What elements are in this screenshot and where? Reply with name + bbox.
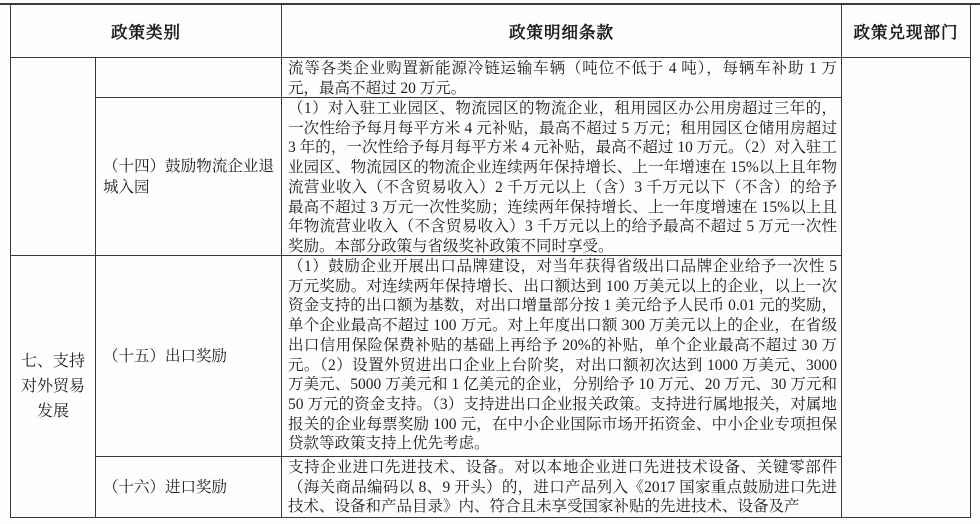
category-cell-16-import-reward: （十六）进口奖励 [96, 457, 282, 517]
policy-table [10, 3, 971, 518]
detail-cell-cold-chain-vehicles: 流等各类企业购置新能源冷链运输车辆（吨位不低于 4 吨），每辆车补助 1 万元，最高不超过 20 万元。 [282, 58, 842, 98]
section-label-empty [11, 58, 96, 256]
department-cell-empty [842, 58, 970, 517]
header-policy-details: 政策明细条款 [282, 5, 842, 58]
category-cell-15-export-reward: （十五）出口奖励 [96, 256, 282, 457]
category-cell-14-logistics-park: （十四）鼓励物流企业退城入园 [96, 98, 282, 256]
category-cell-empty [96, 58, 282, 98]
detail-cell-15-export-reward: （1）鼓励企业开展出口品牌建设，对当年获得省级出口品牌企业给予一次性 5 万元奖励。对连续两年保持增长、出口额达到 100 万美元以上的企业，以上一次资金支持的出口额为基数，对出口增量部分按 1 美元给予人民币 0.01 元的奖励，单个企业最高不超过 100 万元。对上年度出口额 300 万美元以上的企业，在省级出口信用保险保费补贴的基础上再给予 20%的补贴，单个企业最高不超过 30 万元。（2）设置外贸进出口企业上台阶奖，对出口额初次达到 1000 万美元、3000 万美元、5000 万美元和 1 亿美元的企业，分别给予 10 万元、20 万元、30 万元和 50 万元的资金支持。（3）支持进出口企业报关政策。支持进行属地报关，对属地报关的企业每票奖励 100 元，在中小企业国际市场开拓资金、中小企业专项担保贷款等政策支持上优先考虑。 [282, 256, 842, 457]
section-label-foreign-trade: 七、支持对外贸易发展 [11, 256, 96, 517]
header-policy-department: 政策兑现部门 [842, 5, 970, 58]
header-policy-category: 政策类别 [11, 5, 282, 58]
detail-cell-14-logistics-park: （1）对入驻工业园区、物流园区的物流企业，租用园区办公用房超过三年的，一次性给予每月每平方米 4 元补贴，最高不超过 5 万元；租用园区仓储用房超过 3 年的，一次性给予每月每平方米 4 元补贴，最高不超过 10 万元。（2）对入驻工业园区、物流园区的物流企业连续两年保持增长、上一年增速在 15%以上且年物流营业收入（不含贸易收入）2 千万元以上（含）3 千万元以下（不含）的给予最高不超过 3 万元一次性奖励；连续两年保持增长、上一年度增速在 15%以上且年物流营业收入（不含贸易收入）3 千万元以上的给予最高不超过 5 万元一次性奖励。本部分政策与省级奖补政策不同时享受。 [282, 98, 842, 256]
detail-cell-16-import-reward: 支持企业进口先进技术、设备。对以本地企业进口先进技术设备、关键零部件（海关商品编码以 8、9 开头）的，进口产品列入《2017 国家重点鼓励进口先进技术、设备和产品目录》内、符合且未享受国家补贴的先进技术、设备及产 [282, 457, 842, 517]
